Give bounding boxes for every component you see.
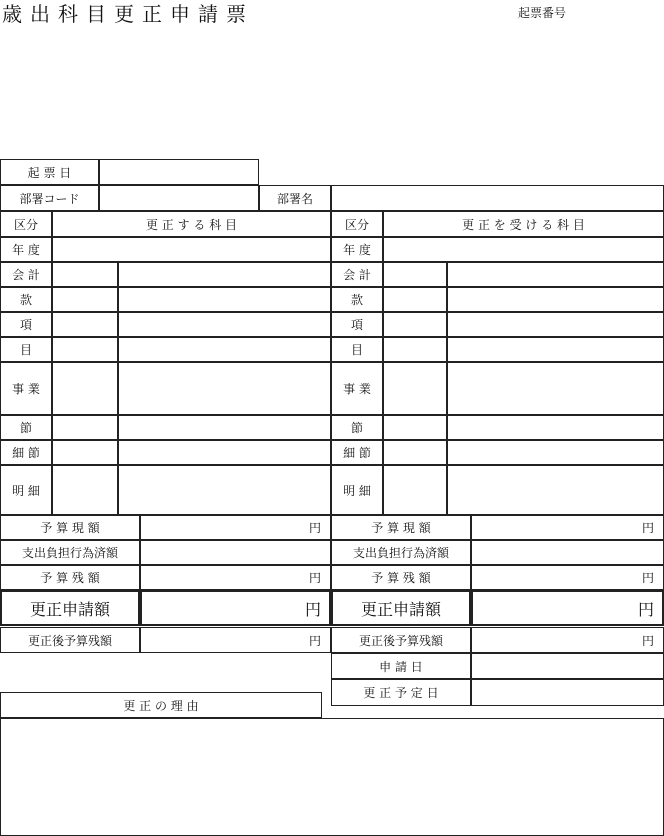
- planned-date-field[interactable]: [471, 679, 664, 706]
- right-request-yen: 円: [637, 599, 654, 619]
- left-row-label: 会 計: [12, 268, 40, 282]
- right-row-label: 年 度: [343, 243, 371, 257]
- right-row-label: 事 業: [343, 382, 371, 396]
- left-code-field[interactable]: [52, 415, 118, 440]
- left-kubun-label: 区分: [13, 217, 38, 232]
- left-code-field[interactable]: [52, 362, 118, 415]
- right-name-field[interactable]: [447, 312, 664, 337]
- right-code-field[interactable]: [383, 440, 447, 465]
- left-after-label: 更正後予算残額: [27, 633, 112, 648]
- right-after-label: 更正後予算残額: [358, 633, 443, 648]
- right-current-budget-label: 予 算 現 額: [371, 521, 431, 535]
- left-row-label: 事 業: [12, 382, 40, 396]
- right-code-field[interactable]: [383, 287, 447, 312]
- right-row-label: 節: [350, 421, 363, 435]
- right-committed-label: 支出負担行為済額: [352, 546, 449, 560]
- date-field[interactable]: [99, 159, 259, 185]
- right-request-label: 更正申請額: [360, 599, 441, 619]
- right-row-label: 会 計: [343, 268, 371, 282]
- right-name-field[interactable]: [447, 440, 664, 465]
- reason-field[interactable]: [0, 718, 664, 836]
- left-remaining-label: 予 算 残 額: [40, 571, 100, 585]
- right-kubun-label: 区分: [344, 217, 369, 232]
- left-row-label: 款: [19, 293, 32, 307]
- application-date-field[interactable]: [471, 653, 664, 679]
- right-row-label: 款: [350, 293, 363, 307]
- right-code-field[interactable]: [383, 415, 447, 440]
- left-row-label: 年 度: [12, 243, 40, 257]
- left-row-label: 項: [19, 318, 32, 332]
- left-name-field[interactable]: [118, 287, 331, 312]
- left-name-field[interactable]: [118, 440, 331, 465]
- planned-date-label: 更 正 予 定 日: [363, 686, 439, 700]
- left-year-field[interactable]: [52, 237, 331, 262]
- left-remaining-yen: 円: [308, 571, 321, 585]
- left-code-field[interactable]: [52, 465, 118, 515]
- left-row-label: 目: [19, 343, 32, 357]
- left-code-field[interactable]: [52, 337, 118, 362]
- right-name-field[interactable]: [447, 287, 664, 312]
- right-remaining-yen: 円: [641, 571, 654, 585]
- right-code-field[interactable]: [383, 262, 447, 287]
- right-after-yen: 円: [641, 633, 654, 648]
- left-current-budget-yen: 円: [308, 521, 321, 535]
- left-name-field[interactable]: [118, 312, 331, 337]
- left-name-field[interactable]: [118, 465, 331, 515]
- form-title: 歳出科目更正申請票: [2, 2, 254, 26]
- left-name-field[interactable]: [118, 337, 331, 362]
- voucher-number-label: 起票番号: [518, 6, 567, 20]
- right-name-field[interactable]: [447, 262, 664, 287]
- right-row-label: 項: [350, 318, 363, 332]
- left-request-label: 更正申請額: [29, 599, 110, 619]
- right-name-field[interactable]: [447, 337, 664, 362]
- right-current-budget-yen: 円: [641, 521, 654, 535]
- dept-code-label: 部署コード: [19, 191, 80, 206]
- left-code-field[interactable]: [52, 440, 118, 465]
- right-code-field[interactable]: [383, 362, 447, 415]
- right-committed-field[interactable]: [471, 540, 664, 565]
- left-row-label: 明 細: [12, 483, 40, 498]
- reason-label: 更 正 の 理 由: [123, 698, 199, 713]
- right-code-field[interactable]: [383, 337, 447, 362]
- right-row-label: 目: [350, 343, 363, 357]
- right-code-field[interactable]: [383, 312, 447, 337]
- right-name-field[interactable]: [447, 362, 664, 415]
- right-name-field[interactable]: [447, 415, 664, 440]
- left-committed-label: 支出負担行為済額: [21, 546, 118, 560]
- left-name-field[interactable]: [118, 415, 331, 440]
- right-header-label: 更 正 を 受 け る 科 目: [462, 217, 585, 232]
- right-remaining-label: 予 算 残 額: [371, 571, 431, 585]
- dept-code-field[interactable]: [99, 185, 259, 211]
- left-name-field[interactable]: [118, 362, 331, 415]
- application-date-label: 申 請 日: [379, 659, 423, 674]
- left-name-field[interactable]: [118, 262, 331, 287]
- left-after-yen: 円: [308, 633, 321, 648]
- right-name-field[interactable]: [447, 465, 664, 515]
- left-committed-field[interactable]: [140, 540, 331, 565]
- dept-name-label: 部署名: [276, 191, 313, 206]
- left-current-budget-label: 予 算 現 額: [40, 521, 100, 535]
- left-request-yen: 円: [304, 599, 321, 619]
- right-row-label: 細 節: [343, 446, 371, 460]
- right-code-field[interactable]: [383, 465, 447, 515]
- left-header-label: 更 正 す る 科 目: [145, 217, 238, 232]
- left-code-field[interactable]: [52, 312, 118, 337]
- date-label: 起 票 日: [27, 165, 72, 180]
- dept-name-field[interactable]: [331, 185, 664, 211]
- left-row-label: 細 節: [12, 446, 40, 460]
- left-row-label: 節: [19, 421, 32, 435]
- right-row-label: 明 細: [343, 483, 371, 498]
- left-code-field[interactable]: [52, 262, 118, 287]
- right-year-field[interactable]: [383, 237, 664, 262]
- left-code-field[interactable]: [52, 287, 118, 312]
